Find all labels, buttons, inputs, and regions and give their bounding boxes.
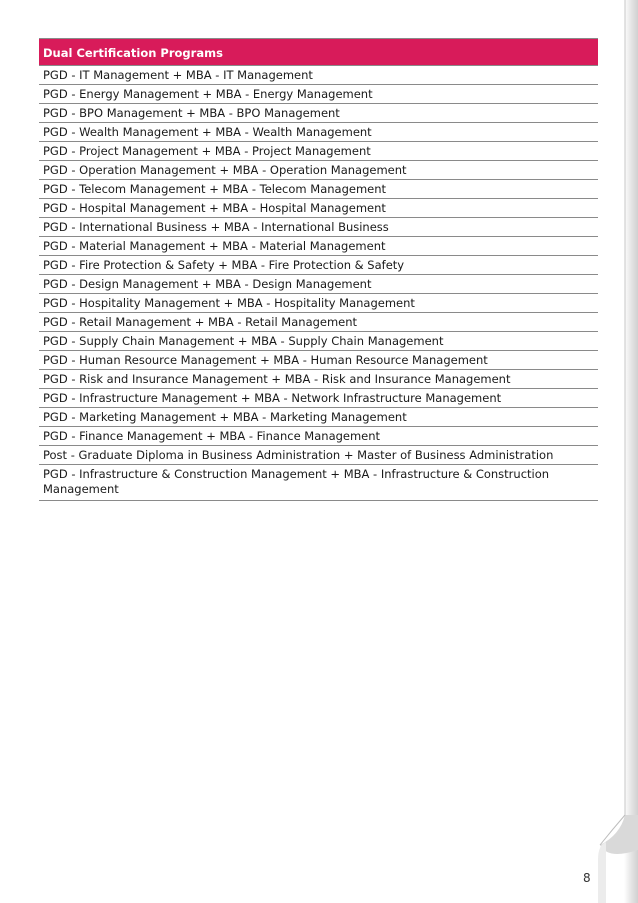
table-heading: Dual Certification Programs (39, 39, 598, 66)
program-cell: PGD - Wealth Management + MBA - Wealth Management (39, 123, 598, 142)
program-cell: PGD - Risk and Insurance Management + MBA - Risk and Insurance Management (39, 370, 598, 389)
table-row (39, 199, 598, 218)
program-cell: PGD - Telecom Management + MBA - Telecom Management (39, 180, 598, 199)
table-row (39, 408, 598, 427)
program-cell: PGD - Infrastructure & Construction Management + MBA - Infrastructure & Construction Management (39, 465, 598, 501)
table-row (39, 161, 598, 180)
program-cell: PGD - Material Management + MBA - Material Management (39, 237, 598, 256)
program-cell: PGD - Marketing Management + MBA - Marketing Management (39, 408, 598, 427)
table-row (39, 256, 598, 275)
page-curl-decoration (598, 0, 638, 903)
table-row (39, 313, 598, 332)
dual-certification-table (39, 38, 598, 501)
table-row (39, 85, 598, 104)
table-row (39, 104, 598, 123)
program-cell: PGD - Design Management + MBA - Design Management (39, 275, 598, 294)
program-cell: PGD - Fire Protection & Safety + MBA - Fire Protection & Safety (39, 256, 598, 275)
table-row (39, 275, 598, 294)
table-row (39, 66, 598, 85)
table-header-row (39, 39, 598, 66)
program-cell: PGD - Infrastructure Management + MBA - Network Infrastructure Management (39, 389, 598, 408)
table-row (39, 123, 598, 142)
table-row (39, 465, 598, 501)
program-cell: PGD - IT Management + MBA - IT Management (39, 66, 598, 85)
table-row (39, 142, 598, 161)
table-row (39, 180, 598, 199)
program-cell: PGD - BPO Management + MBA - BPO Management (39, 104, 598, 123)
program-cell: PGD - Finance Management + MBA - Finance Management (39, 427, 598, 446)
program-cell: PGD - Human Resource Management + MBA - Human Resource Management (39, 351, 598, 370)
program-cell: PGD - Energy Management + MBA - Energy Management (39, 85, 598, 104)
program-cell: PGD - Retail Management + MBA - Retail Management (39, 313, 598, 332)
table-row (39, 351, 598, 370)
program-cell: PGD - Hospital Management + MBA - Hospital Management (39, 199, 598, 218)
table-row (39, 237, 598, 256)
program-cell: PGD - Operation Management + MBA - Operation Management (39, 161, 598, 180)
table-row (39, 446, 598, 465)
program-cell: PGD - Supply Chain Management + MBA - Supply Chain Management (39, 332, 598, 351)
table-row (39, 294, 598, 313)
program-cell: PGD - International Business + MBA - International Business (39, 218, 598, 237)
table-row (39, 218, 598, 237)
table-row (39, 389, 598, 408)
table-row (39, 427, 598, 446)
program-cell: Post - Graduate Diploma in Business Administration + Master of Business Administration (39, 446, 598, 465)
program-cell: PGD - Hospitality Management + MBA - Hospitality Management (39, 294, 598, 313)
page-number: 8 (583, 871, 591, 885)
program-cell: PGD - Project Management + MBA - Project Management (39, 142, 598, 161)
table-row (39, 332, 598, 351)
table-row (39, 370, 598, 389)
